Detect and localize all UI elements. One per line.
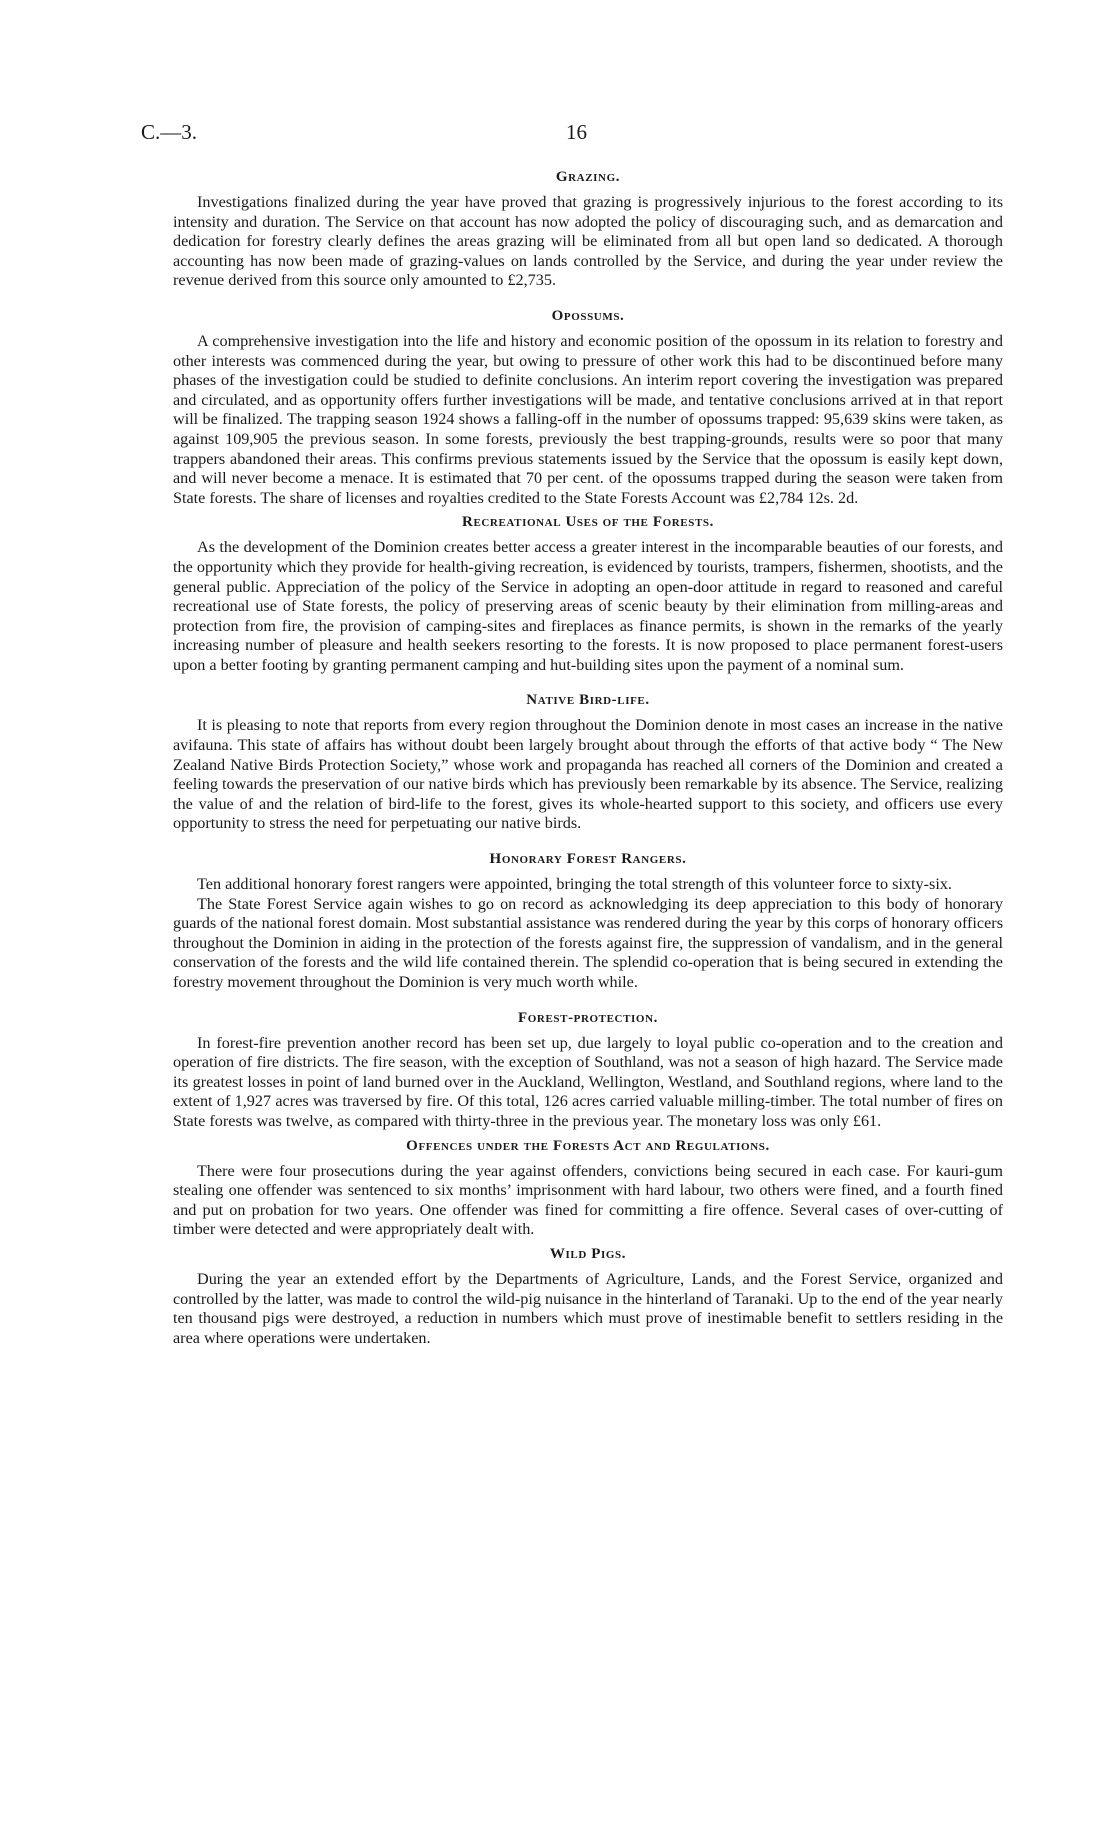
paragraph: Investigations finalized during the year have proved that grazing is progressively injurious to the forest according to its intensity and duration. The Service on that account has now adopted the policy of discouraging such, and as demarcation and dedication for forestry clearly defines the areas grazing will be eliminated from all but open land so dedicated. A thorough accounting has now been made of grazing-values on lands controlled by the Service, and during the year under review the revenue derived from this source only amounted to £2,735. xyxy=(173,193,1003,290)
section-honorary-forest-rangers xyxy=(173,850,1003,993)
section-forest-protection xyxy=(173,1009,1003,1132)
section-heading: Wild Pigs. xyxy=(549,1245,627,1262)
section-offences xyxy=(173,1137,1003,1240)
section-wild-pigs xyxy=(173,1245,1003,1348)
paragraph: In forest-fire prevention another record has been set up, due largely to loyal public co-operation and to the creation and operation of fire districts. The fire season, with the exception of Southland, was not a season of high hazard. The Service made its greatest losses in point of land burned over in the Auckland, Wellington, Westland, and Southland regions, where land to the extent of 1,927 acres was traversed by fire. Of this total, 126 acres carried valuable milling-timber. The total number of fires on State forests was twelve, as compared with thirty-three in the previous year. The monetary loss was only £61. xyxy=(173,1033,1003,1130)
section-heading: Honorary Forest Rangers. xyxy=(489,851,687,868)
section-opossums xyxy=(173,307,1003,508)
section-native-bird-life xyxy=(173,691,1003,834)
paragraph: There were four prosecutions during the year against offenders, convictions being secured in each case. For kauri-gum stealing one offender was sentenced to six months’ imprisonment with hard labour, two others were fined, and a fourth fined and put on probation for two years. One offender was fined for committing a fire offence. Several cases of over-cutting of timber were detected and were appropriately dealt with. xyxy=(173,1161,1003,1239)
section-recreational-uses xyxy=(173,513,1003,675)
section-heading: Native Bird-life. xyxy=(526,692,650,709)
page-number: 16 xyxy=(566,120,587,144)
section-heading: Recreational Uses of the Forests. xyxy=(462,514,714,531)
document-reference: C.—3. xyxy=(141,120,198,144)
paragraph: As the development of the Dominion creates better access a greater interest in the incomparable beauties of our forests, and the opportunity which they provide for health-giving recreation, is evidenced by tourists, trampers, fishermen, shootists, and the general public. Appreciation of the policy of the Service in adopting an open-door attitude in regard to reasoned and careful recreational use of State forests, the policy of preserving areas of scenic beauty by their elimination from milling-areas and protection from fire, the provision of camping-sites and fireplaces as finance permits, is shown in the remarks of the yearly increasing number of pleasure and health seekers resorting to the forests. It is now proposed to place permanent forest-users upon a better footing by granting permanent camping and hut-building sites upon the payment of a nominal sum. xyxy=(173,538,1003,674)
section-heading: Forest-protection. xyxy=(518,1009,658,1026)
section-grazing xyxy=(173,168,1003,291)
section-heading: Opossums. xyxy=(551,307,625,324)
paragraph: A comprehensive investigation into the life and history and economic position of the opossum in its relation to forestry and other interests was commenced during the year, but owing to pressure of other work this had to be discontinued before many phases of the investigation could be studied to definite conclusions. An interim report covering the investigation was prepared and circulated, and as opportunity offers further investigations will be made, and tentative conclusions arrived at in that report will be finalized. The trapping season 1924 shows a falling-off in the number of opossums trapped: 95,639 skins were taken, as against 109,905 the previous season. In some forests, previously the best trapping-grounds, results were so poor that many trappers abandoned their areas. This confirms previous statements issued by the Service that the opossum is easily kept down, and will never become a menace. It is estimated that 70 per cent. of the opossums trapped during the season were taken from State forests. The share of licenses and royalties credited to the State Forests Account was £2,784 12s. 2d. xyxy=(173,331,1003,507)
paragraph: During the year an extended effort by the Departments of Agriculture, Lands, and the Forest Service, organized and controlled by the latter, was made to control the wild-pig nuisance in the hinterland of Taranaki. Up to the end of the year nearly ten thousand pigs were destroyed, a reduction in numbers which must prove of inestimable benefit to settlers residing in the area where operations were undertaken. xyxy=(173,1269,1003,1347)
section-heading: Offences under the Forests Act and Regulations. xyxy=(406,1137,770,1154)
paragraph: The State Forest Service again wishes to go on record as acknowledging its deep appreciation to this body of honorary guards of the national forest domain. Most substantial assistance was rendered during the year by this corps of honorary officers throughout the Dominion in aiding in the protection of the forests against fire, the suppression of vandalism, and in the general conservation of the forests and the wild life contained therein. The splendid co-operation that is being secured in extending the forestry movement throughout the Dominion is very much worth while. xyxy=(173,894,1003,991)
section-heading: Grazing. xyxy=(555,169,621,185)
running-header xyxy=(141,120,1001,150)
body-text xyxy=(173,168,1003,1348)
paragraph: Ten additional honorary forest rangers were appointed, bringing the total strength of this volunteer force to sixty-six. xyxy=(197,875,952,894)
paragraph: It is pleasing to note that reports from every region throughout the Dominion denote in most cases an increase in the native avifauna. This state of affairs has without doubt been largely brought about through the efforts of that active body “ The New Zealand Native Birds Protection Society,” whose work and propaganda has reached all corners of the Dominion and created a feeling towards the preservation of our native birds which has previously been remarkable by its absence. The Service, realizing the value of and the relation of bird-life to the forest, gives its whole-hearted support to this society, and officers use every opportunity to stress the need for perpetuating our native birds. xyxy=(173,716,1003,833)
